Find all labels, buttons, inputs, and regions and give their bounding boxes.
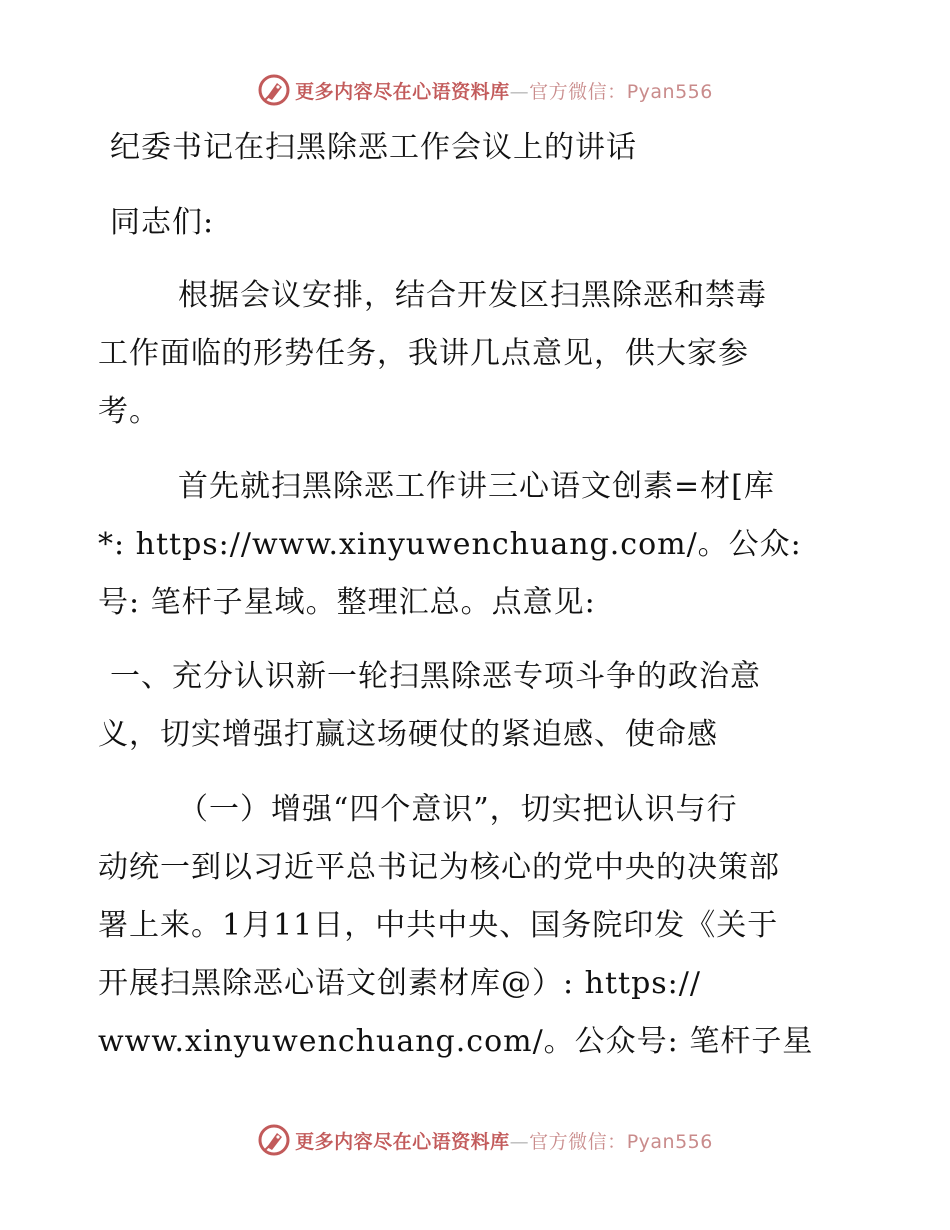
watermark-wechat-label: 官方微信：	[529, 80, 627, 103]
header-watermark-banner	[0, 70, 950, 110]
watermark-brand: 更多内容尽在心语资料库	[295, 80, 510, 103]
watermark-text	[295, 1127, 713, 1154]
watermark-text	[295, 77, 713, 104]
paragraph-line: 根据会议安排，结合开发区扫黑除恶和禁毒	[178, 278, 767, 313]
heading-line: 一、充分认识新一轮扫黑除恶专项斗争的政治意	[110, 659, 761, 694]
watermark-separator: —	[509, 80, 530, 103]
paragraph-line: 动统一到以习近平总书记为核心的党中央的决策部	[98, 850, 780, 885]
heading-line: 义，切实增强打赢这场硬仗的紧迫感、使命感	[98, 717, 718, 752]
pen-nib-logo-icon	[257, 73, 291, 107]
paragraph-line: 首先就扫黑除恶工作讲三心语文创素=材[库	[178, 469, 775, 504]
paragraph-line: 开展扫黑除恶心语文创素材库@）: https://	[98, 966, 701, 1001]
watermark-wechat-id: Pyan556	[626, 1130, 713, 1153]
paragraph-line: 工作面临的形势任务，我讲几点意见，供大家参	[98, 336, 749, 371]
watermark-wechat-label: 官方微信：	[529, 1130, 627, 1153]
footer-watermark-banner	[0, 1120, 950, 1160]
paragraph-line: 号: 笔杆子星域。整理汇总。点意见:	[98, 585, 596, 620]
header-watermark	[257, 73, 713, 107]
paragraph-line: *: https://www.xinyuwenchuang.com/。公众:	[98, 527, 802, 562]
pen-nib-logo-icon	[257, 1123, 291, 1157]
paragraph-line: 考。	[98, 394, 160, 429]
paragraph-line: 署上来。1月11日，中共中央、国务院印发《关于	[98, 908, 779, 943]
salutation: 同志们:	[110, 205, 215, 240]
paragraph-line: （一）增强“四个意识”，切实把认识与行	[178, 792, 738, 827]
watermark-separator: —	[509, 1130, 530, 1153]
document-title: 纪委书记在扫黑除恶工作会议上的讲话	[110, 130, 637, 165]
footer-watermark	[257, 1123, 713, 1157]
paragraph-line: www.xinyuwenchuang.com/。公众号: 笔杆子星	[98, 1024, 814, 1059]
watermark-wechat-id: Pyan556	[626, 80, 713, 103]
watermark-brand: 更多内容尽在心语资料库	[295, 1130, 510, 1153]
